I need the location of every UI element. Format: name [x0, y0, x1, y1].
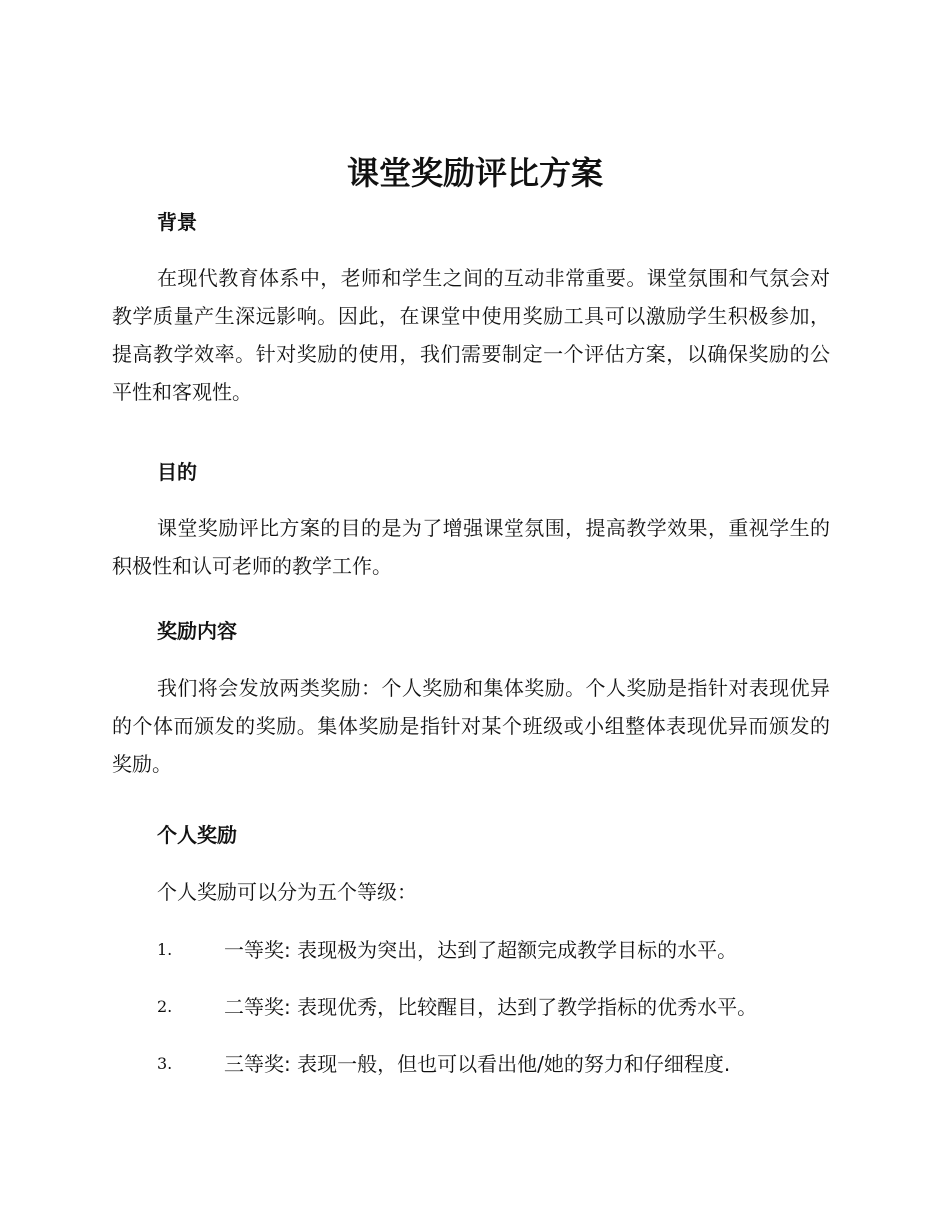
section-heading-individual-reward: 个人奖励: [157, 823, 237, 847]
list-item-number: 3.: [157, 1054, 173, 1073]
list-item-number: 1.: [157, 940, 173, 959]
section-paragraph-background: 在现代教育体系中，老师和学生之间的互动非常重要。课堂氛围和气氛会对教学质量产生深远影响。因此，在课堂中使用奖励工具可以激励学生积极参加，提高教学效率。针对奖励的使用，我们需要制定一个评估方案，以确保奖励的公平性和客观性。: [112, 266, 830, 404]
section-heading-background: 背景: [157, 210, 197, 234]
list-item-text: 一等奖: 表现极为突出，达到了超额完成教学目标的水平。: [224, 938, 738, 962]
list-item-text: 二等奖: 表现优秀，比较醒目，达到了教学指标的优秀水平。: [224, 995, 758, 1019]
section-paragraph-reward-content: 我们将会发放两类奖励：个人奖励和集体奖励。个人奖励是指针对表现优异的个体而颁发的奖励。集体奖励是指针对某个班级或小组整体表现优异而颁发的奖励。: [112, 676, 830, 776]
section-heading-purpose: 目的: [157, 460, 197, 484]
list-item-text: 三等奖: 表现一般，但也可以看出他/她的努力和仔细程度.: [224, 1052, 731, 1076]
list-item-number: 2.: [157, 997, 173, 1016]
section-heading-reward-content: 奖励内容: [157, 619, 237, 643]
document-title: 课堂奖励评比方案: [346, 154, 603, 192]
section-paragraph-purpose: 课堂奖励评比方案的目的是为了增强课堂氛围，提高教学效果，重视学生的积极性和认可老师的教学工作。: [112, 516, 830, 578]
individual-reward-intro: 个人奖励可以分为五个等级：: [157, 880, 417, 904]
